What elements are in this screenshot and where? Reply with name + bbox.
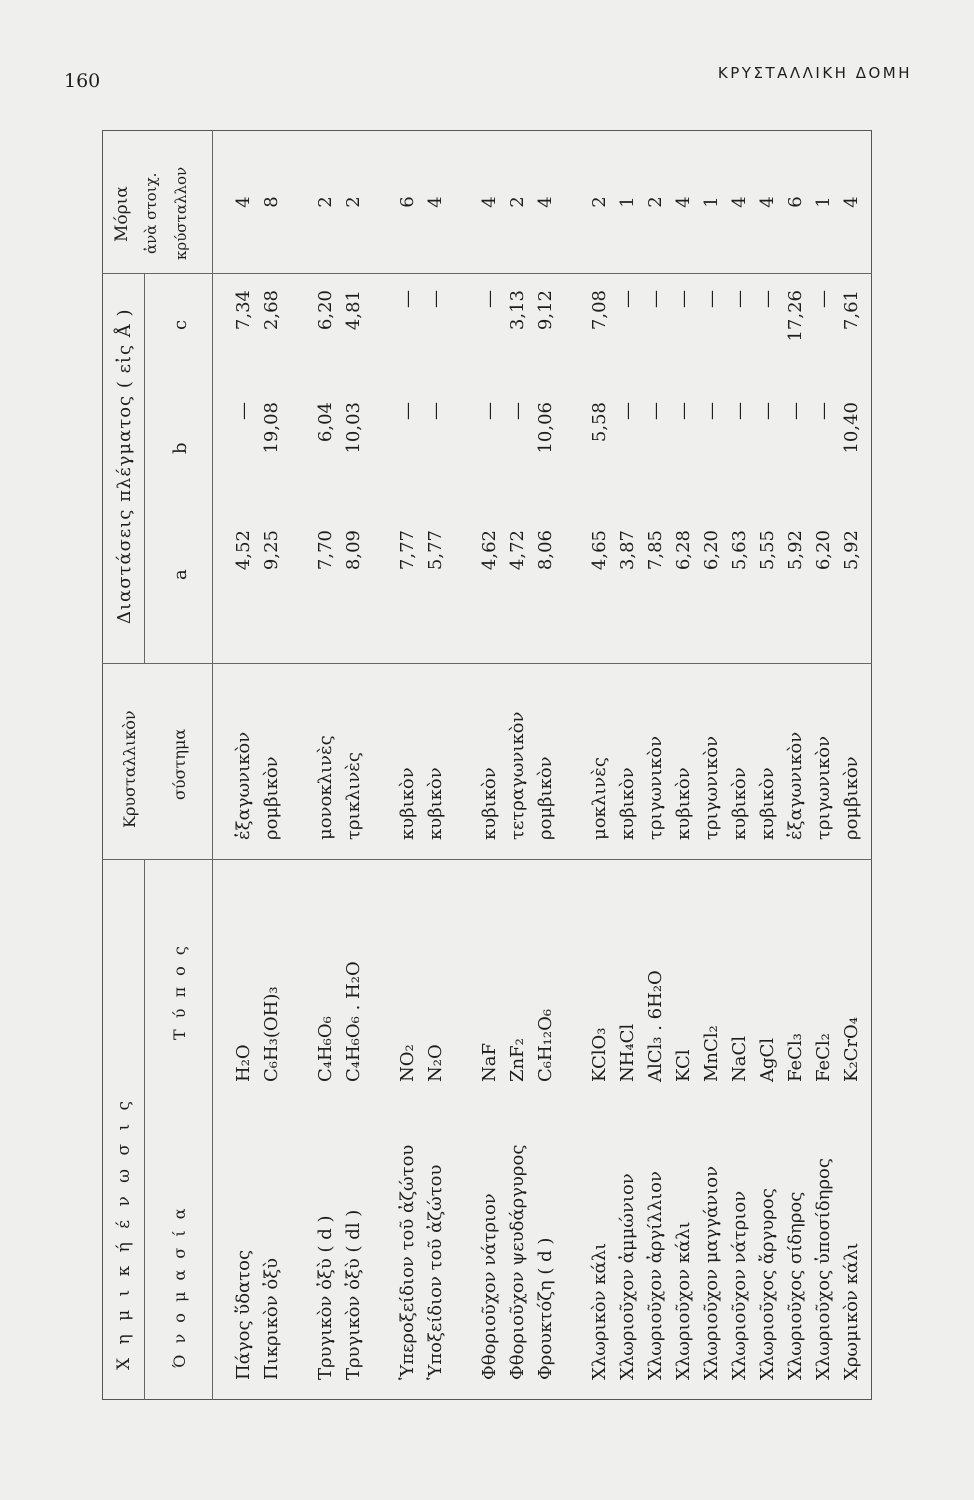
row-14-formula: NaCl bbox=[729, 1035, 750, 1082]
header-system-2: σύστημα bbox=[170, 728, 189, 800]
row-5-system: κυβικὸν bbox=[425, 767, 446, 840]
row-14-c: — bbox=[729, 290, 750, 308]
row-12-c: — bbox=[673, 290, 694, 308]
row-4-formula: NO₂ bbox=[397, 1044, 418, 1082]
row-13-system: τριγωνικὸν bbox=[701, 735, 722, 840]
row-1-b: 19,08 bbox=[261, 402, 282, 454]
row-17-name: Χλωριοῦχος ὑποσίδηρος bbox=[813, 1158, 834, 1380]
row-14-system: κυβικὸν bbox=[729, 767, 750, 840]
row-4-system: κυβικὸν bbox=[397, 767, 418, 840]
row-0-b: — bbox=[233, 402, 254, 420]
row-16-a: 5,92 bbox=[785, 530, 806, 571]
row-16-formula: FeCl₃ bbox=[785, 1033, 806, 1082]
row-15-mol: 4 bbox=[757, 196, 778, 208]
row-11-a: 7,85 bbox=[645, 530, 666, 571]
row-2-name: Τρυγικὸν ὀξὺ ( d ) bbox=[315, 1215, 336, 1380]
row-18-system: ρομβικὸν bbox=[841, 756, 862, 840]
header-system-1: Κρυσταλλικὸν bbox=[120, 710, 139, 828]
row-9-mol: 2 bbox=[589, 196, 610, 208]
row-15-c: — bbox=[757, 290, 778, 308]
row-7-mol: 2 bbox=[507, 196, 528, 208]
header-b: b bbox=[170, 442, 191, 454]
row-5-name: Ὑποξείδιον τοῦ ἀζώτου bbox=[425, 1164, 446, 1380]
row-15-a: 5,55 bbox=[757, 530, 778, 571]
dims-group-rule bbox=[144, 274, 145, 664]
header-compound: Χ η μ ι κ ή έ ν ω σ ι ς bbox=[114, 1096, 134, 1370]
row-6-b: — bbox=[479, 402, 500, 420]
row-10-c: — bbox=[617, 290, 638, 308]
row-17-mol: 1 bbox=[813, 196, 834, 208]
row-11-name: Χλωριοῦχον ἀργίλλιον bbox=[645, 1171, 666, 1380]
row-1-a: 9,25 bbox=[261, 530, 282, 571]
row-11-formula: AlCl₃ . 6H₂O bbox=[645, 970, 666, 1082]
row-3-formula: C₄H₆O₆ . H₂O bbox=[343, 961, 364, 1082]
row-9-b: 5,58 bbox=[589, 402, 610, 443]
row-16-b: — bbox=[785, 402, 806, 420]
row-9-system: μοκλινὲς bbox=[589, 757, 610, 840]
row-13-b: — bbox=[701, 402, 722, 420]
row-0-mol: 4 bbox=[233, 196, 254, 208]
header-mol-1: Μόρια bbox=[112, 186, 132, 242]
row-1-system: ρομβικὸν bbox=[261, 756, 282, 840]
row-10-a: 3,87 bbox=[617, 530, 638, 571]
row-17-system: τριγωνικὸν bbox=[813, 735, 834, 840]
row-15-formula: AgCl bbox=[757, 1037, 778, 1082]
row-14-b: — bbox=[729, 402, 750, 420]
col-rule-mol bbox=[102, 273, 872, 274]
row-12-system: κυβικὸν bbox=[673, 767, 694, 840]
col-rule-dims bbox=[102, 663, 872, 664]
row-1-c: 2,68 bbox=[261, 290, 282, 331]
row-18-c: 7,61 bbox=[841, 290, 862, 331]
row-17-a: 6,20 bbox=[813, 530, 834, 571]
row-13-mol: 1 bbox=[701, 196, 722, 208]
row-5-mol: 4 bbox=[425, 196, 446, 208]
header-c: c bbox=[170, 319, 191, 330]
row-6-name: Φθοριοῦχον νάτριον bbox=[479, 1193, 500, 1380]
row-11-c: — bbox=[645, 290, 666, 308]
row-3-a: 8,09 bbox=[343, 530, 364, 571]
row-16-mol: 6 bbox=[785, 196, 806, 208]
row-14-a: 5,63 bbox=[729, 530, 750, 571]
row-12-b: — bbox=[673, 402, 694, 420]
row-12-a: 6,28 bbox=[673, 530, 694, 571]
row-8-name: Φρουκτόζη ( d ) bbox=[535, 1237, 556, 1380]
row-7-system: τετραγωνικὸν bbox=[507, 711, 528, 840]
row-7-b: — bbox=[507, 402, 528, 420]
row-5-b: — bbox=[425, 402, 446, 420]
row-7-c: 3,13 bbox=[507, 290, 528, 331]
crystal-structure-table bbox=[102, 130, 872, 1400]
header-mol-2: ἀνὰ στοιχ. bbox=[142, 172, 160, 254]
row-10-b: — bbox=[617, 402, 638, 420]
row-16-system: ἑξαγωνικὸν bbox=[785, 731, 806, 840]
row-5-formula: N₂O bbox=[425, 1044, 446, 1082]
row-2-c: 6,20 bbox=[315, 290, 336, 331]
row-7-name: Φθοριοῦχον ψευδάργυρος bbox=[507, 1144, 528, 1380]
row-2-b: 6,04 bbox=[315, 402, 336, 443]
row-6-formula: NaF bbox=[479, 1043, 500, 1082]
row-15-system: κυβικὸν bbox=[757, 767, 778, 840]
page-number: 160 bbox=[64, 70, 101, 92]
row-0-formula: H₂O bbox=[233, 1044, 254, 1082]
header-name: Ό ν ο μ α σ ί α bbox=[170, 1205, 189, 1368]
row-11-b: — bbox=[645, 402, 666, 420]
running-head: ΚΡΥΣΤΑΛΛΙΚΗ ΔΟΜΗ bbox=[717, 64, 912, 82]
row-13-formula: MnCl₂ bbox=[701, 1025, 722, 1082]
row-4-mol: 6 bbox=[397, 196, 418, 208]
row-0-system: ἑξαγωνικὸν bbox=[233, 731, 254, 840]
row-18-formula: K₂CrO₄ bbox=[841, 1016, 862, 1082]
compound-group-rule bbox=[144, 860, 145, 1400]
row-12-mol: 4 bbox=[673, 196, 694, 208]
row-13-name: Χλωριοῦχον μαγγάνιον bbox=[701, 1165, 722, 1380]
row-7-formula: ZnF₂ bbox=[507, 1038, 528, 1082]
row-4-b: — bbox=[397, 402, 418, 420]
row-2-system: μονοκλινὲς bbox=[315, 735, 336, 840]
row-5-a: 5,77 bbox=[425, 530, 446, 571]
header-mol-3: κρύσταλλον bbox=[172, 166, 190, 260]
row-17-formula: FeCl₂ bbox=[813, 1033, 834, 1082]
row-3-b: 10,03 bbox=[343, 402, 364, 454]
header-a: a bbox=[170, 569, 191, 580]
row-10-formula: NH₄Cl bbox=[617, 1023, 638, 1082]
row-9-c: 7,08 bbox=[589, 290, 610, 331]
row-4-name: Ὑπεροξείδιον τοῦ ἀζώτου bbox=[397, 1144, 418, 1380]
row-17-c: — bbox=[813, 290, 834, 308]
row-14-name: Χλωριοῦχον νάτριον bbox=[729, 1190, 750, 1380]
row-8-system: ρομβικὸν bbox=[535, 756, 556, 840]
header-dims: Διαστάσεις πλέγματος ( εἰς Å ) bbox=[114, 308, 135, 624]
row-3-mol: 2 bbox=[343, 196, 364, 208]
row-10-name: Χλωριοῦχον ἀμμώνιον bbox=[617, 1173, 638, 1380]
row-15-name: Χλωριοῦχος ἄργυρος bbox=[757, 1188, 778, 1380]
row-8-formula: C₆H₁₂O₆ bbox=[535, 1008, 556, 1082]
row-0-name: Πάγος ὕδατος bbox=[233, 1249, 254, 1380]
row-8-a: 8,06 bbox=[535, 530, 556, 571]
row-12-formula: KCl bbox=[673, 1049, 694, 1082]
row-6-mol: 4 bbox=[479, 196, 500, 208]
row-3-c: 4,81 bbox=[343, 290, 364, 331]
header-bottom-rule bbox=[212, 130, 213, 1400]
row-11-mol: 2 bbox=[645, 196, 666, 208]
row-1-mol: 8 bbox=[261, 196, 282, 208]
row-7-a: 4,72 bbox=[507, 530, 528, 571]
row-9-name: Χλωρικὸν κάλι bbox=[589, 1242, 610, 1380]
row-18-mol: 4 bbox=[841, 196, 862, 208]
row-9-a: 4,65 bbox=[589, 530, 610, 571]
row-8-c: 9,12 bbox=[535, 290, 556, 331]
row-13-c: — bbox=[701, 290, 722, 308]
row-3-name: Τρυγικὸν ὀξὺ ( dl ) bbox=[343, 1209, 364, 1380]
row-3-system: τρικλινὲς bbox=[343, 752, 364, 840]
row-4-a: 7,77 bbox=[397, 530, 418, 571]
row-10-system: κυβικὸν bbox=[617, 767, 638, 840]
col-rule-system bbox=[102, 859, 872, 860]
row-12-name: Χλωριοῦχον κάλι bbox=[673, 1221, 694, 1380]
row-15-b: — bbox=[757, 402, 778, 420]
row-18-b: 10,40 bbox=[841, 402, 862, 454]
row-6-c: — bbox=[479, 290, 500, 308]
row-0-a: 4,52 bbox=[233, 530, 254, 571]
row-6-system: κυβικὸν bbox=[479, 767, 500, 840]
row-16-name: Χλωριοῦχος σίδηρος bbox=[785, 1191, 806, 1380]
row-2-formula: C₄H₆O₆ bbox=[315, 1016, 336, 1082]
row-2-a: 7,70 bbox=[315, 530, 336, 571]
row-14-mol: 4 bbox=[729, 196, 750, 208]
row-10-mol: 1 bbox=[617, 196, 638, 208]
row-8-b: 10,06 bbox=[535, 402, 556, 454]
row-2-mol: 2 bbox=[315, 196, 336, 208]
row-1-formula: C₆H₃(OH)₃ bbox=[261, 986, 282, 1082]
row-1-name: Πικρικὸν ὀξὺ bbox=[261, 1257, 282, 1380]
row-9-formula: KClO₃ bbox=[589, 1027, 610, 1082]
header-formula: Τ ύ π ο ς bbox=[170, 943, 189, 1040]
row-6-a: 4,62 bbox=[479, 530, 500, 571]
row-18-name: Χρωμικὸν κάλι bbox=[841, 1242, 862, 1380]
row-13-a: 6,20 bbox=[701, 530, 722, 571]
row-17-b: — bbox=[813, 402, 834, 420]
row-11-system: τριγωνικὸν bbox=[645, 735, 666, 840]
row-8-mol: 4 bbox=[535, 196, 556, 208]
row-0-c: 7,34 bbox=[233, 290, 254, 331]
row-18-a: 5,92 bbox=[841, 530, 862, 571]
row-16-c: 17,26 bbox=[785, 290, 806, 342]
row-4-c: — bbox=[397, 290, 418, 308]
row-5-c: — bbox=[425, 290, 446, 308]
